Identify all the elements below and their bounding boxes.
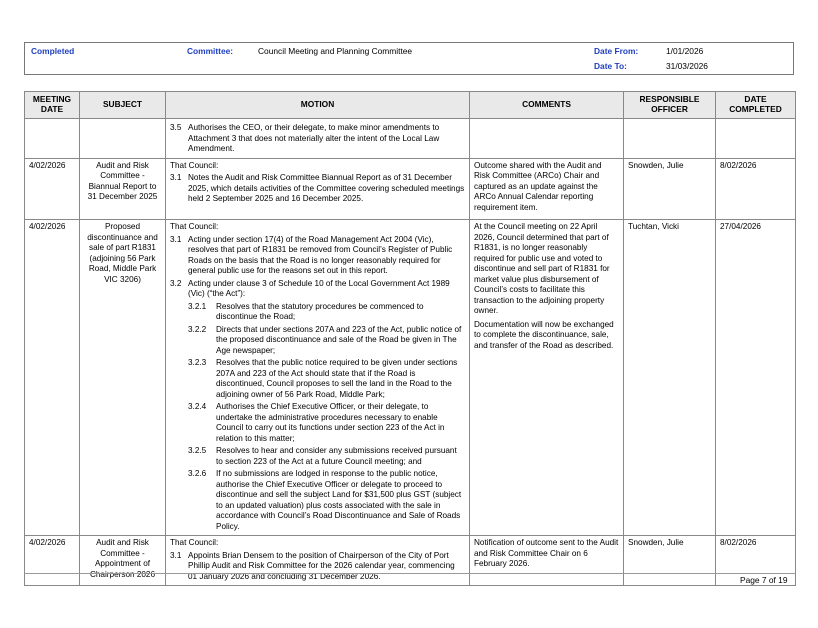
subclause-number: 3.2.6 (188, 469, 207, 478)
motion-cell (166, 158, 470, 220)
clause-text: Notes the Audit and Risk Committee Biannual Report as of 31 December 2025, which details activities of the Committee covering scheduled meetings held 2 September 2025 and 16 December 2025. (188, 173, 465, 203)
officer-cell: Snowden, Julie (624, 536, 716, 586)
clause-text: Acting under section 17(4) of the Road Management Act 2004 (Vic), resolves that part of R1831 be removed from Council’s Register of Public Roads on the basis that the Road is no longer reasonably required for general public use for the reasons set out in this report. (188, 234, 453, 275)
subclause-text: Resolves that the statutory procedures be commenced to discontinue the Road; (216, 301, 424, 321)
date-from-label: Date From: (594, 46, 639, 56)
clause-number: 3.2 (170, 278, 182, 288)
date-to-label: Date To: (594, 61, 627, 71)
table-row (25, 220, 796, 536)
comment-paragraph: At the Council meeting on 22 April 2026, Council determined that part of R1831, is no longer reasonably required for public use and voted to discontinue and sell part of R1831 for market value plus disbursement of Council’s costs to facilitate this transaction to the adjoining property owner. (474, 222, 610, 315)
subclause-text: Directs that under sections 207A and 223 of the Act, public notice of the proposed discontinuance and sale of the Road be given in The Age newspaper; (216, 324, 462, 355)
subclause-text: Resolves to hear and consider any submissions received pursuant to section 223 of the Act at a future Council meeting; and (216, 446, 457, 466)
committee-label: Committee: (187, 46, 234, 56)
table-header-row (25, 92, 796, 119)
motion-subclause (188, 302, 465, 323)
table-row (25, 158, 796, 220)
meeting-date-cell: 4/02/2026 (25, 220, 80, 536)
clause-text: Authorises the CEO, or their delegate, to make minor amendments to Attachment 3 that does not materially alter the intent of the Local Law Amendment. (188, 123, 440, 153)
subject-cell: Audit and Risk Committee - Biannual Report to 31 December 2025 (80, 158, 166, 220)
clause-number: 3.5 (170, 123, 182, 132)
motion-subclause (188, 325, 465, 357)
comment-paragraph: Documentation will now be exchanged to complete the discontinuance, sale, and transfer of the Road as described. (474, 319, 614, 350)
header-meeting-date: MEETING DATE (25, 92, 80, 119)
motion-clause (170, 123, 465, 155)
table-row (25, 119, 796, 159)
motion-lead: That Council: (170, 222, 219, 231)
clause-number: 3.1 (170, 173, 182, 182)
meeting-date-cell (25, 119, 80, 159)
header-comments: COMMENTS (470, 92, 624, 119)
date-completed-cell (716, 119, 796, 159)
clause-number: 3.1 (170, 234, 182, 244)
officer-cell (624, 119, 716, 159)
subclause-text: If no submissions are lodged in response to the public notice, authorise the Chief Executive Officer or delegate to proceed to discontinue and sell the subject Land for $31,500 plus GST (subject to an updated valuation) plus costs associated with the sale in accordance with Council’s Road Discontinuance and Sale of Roads Policy. (216, 469, 462, 531)
status-filter: Completed (31, 46, 75, 56)
comments-cell (470, 158, 624, 220)
subclause-number: 3.2.2 (188, 324, 207, 334)
date-completed-cell: 8/02/2026 (716, 158, 796, 220)
date-completed-cell: 27/04/2026 (716, 220, 796, 536)
table-row (25, 536, 796, 586)
header-motion: MOTION (166, 92, 470, 119)
motion-cell (166, 536, 470, 586)
officer-cell: Tuchtan, Vicki (624, 220, 716, 536)
comments-cell (470, 220, 624, 536)
motion-lead: That Council: (170, 538, 219, 547)
motion-cell (166, 220, 470, 536)
clause-number: 3.1 (170, 550, 182, 560)
subject-cell: Audit and Risk Committee - Appointment of Chairperson 2026 (80, 536, 166, 586)
subject-cell (80, 119, 166, 159)
report-filter-panel (24, 42, 794, 75)
comments-cell (470, 119, 624, 159)
header-subject: SUBJECT (80, 92, 166, 119)
subclause-text: Authorises the Chief Executive Officer, or their delegate, to undertake the administrative procedures necessary to enable Council to carry out its functions under section 223 of the Act in relation to this matter; (216, 402, 445, 443)
subclause-number: 3.2.5 (188, 446, 207, 455)
motion-subclause (188, 402, 465, 444)
subclause-number: 3.2.1 (188, 301, 207, 311)
meeting-date-cell: 4/02/2026 (25, 158, 80, 220)
page-number: Page 7 of 19 (740, 575, 788, 585)
date-completed-cell: 8/02/2026 (716, 536, 796, 586)
officer-cell: Snowden, Julie (624, 158, 716, 220)
subclause-number: 3.2.3 (188, 358, 207, 367)
date-from-value: 1/01/2026 (666, 46, 704, 56)
motion-cell (166, 119, 470, 159)
motion-subclause (188, 469, 465, 532)
motion-clause (170, 551, 465, 583)
motions-table (24, 91, 796, 586)
motion-lead: That Council: (170, 160, 219, 170)
subclause-number: 3.2.4 (188, 402, 207, 411)
comment-paragraph: Outcome shared with the Audit and Risk Committee (ARCo) Chair and captured as an update against the ARCo Annual Calendar reporting requirement item. (474, 160, 602, 212)
clause-text: Appoints Brian Densem to the position of Chairperson of the City of Port Phillip Audit and Risk Committee for the 2026 calendar year, commencing 01 January 2026 and concluding 31 December 2026. (188, 550, 455, 581)
clause-text: Acting under clause 3 of Schedule 10 of the Local Government Act 1989 (Vic) (“the Act”): (188, 278, 450, 298)
motion-subclause (188, 358, 465, 400)
footer-divider (24, 573, 796, 574)
meeting-date-cell: 4/02/2026 (25, 536, 80, 586)
header-responsible-officer: RESPONSIBLE OFFICER (624, 92, 716, 119)
motion-clause (170, 279, 465, 300)
subclause-text: Resolves that the public notice required to be given under sections 207A and 223 of the Act should state that if the Road is discontinued, Council proposes to sell the land in the Road to the adjoining owner of 56 Park Road, Middle Park; (216, 358, 458, 399)
motion-subclause (188, 446, 465, 467)
comment-paragraph: Notification of outcome sent to the Audit and Risk Committee Chair on 6 February 2026. (474, 538, 619, 568)
comments-cell (470, 536, 624, 586)
committee-value: Council Meeting and Planning Committee (258, 46, 413, 56)
date-to-value: 31/03/2026 (666, 61, 708, 71)
motion-clause (170, 173, 465, 205)
header-date-completed: DATE COMPLETED (716, 92, 796, 119)
subject-cell: Proposed discontinuance and sale of part R1831 (adjoining 56 Park Road, Middle Park VIC 3206) (80, 220, 166, 536)
motion-clause (170, 235, 465, 277)
